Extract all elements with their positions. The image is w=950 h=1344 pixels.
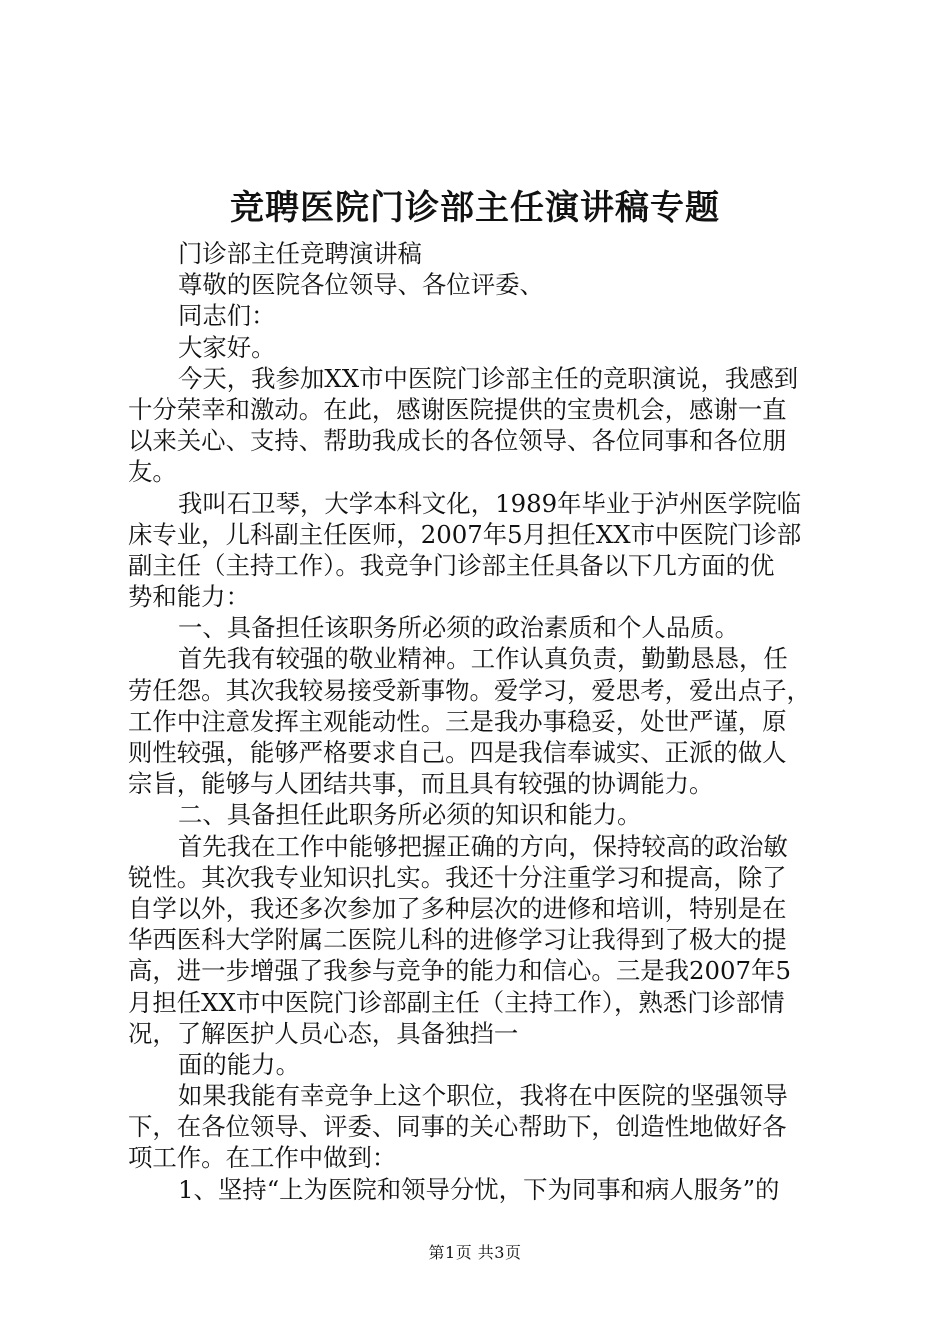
document-body <box>128 238 832 1205</box>
body-line: 如果我能有幸竞争上这个职位，我将在中医院的坚强领导 <box>178 1081 788 1111</box>
body-line: 况，了解医护人员心态，具备独挡一 <box>128 1018 519 1048</box>
body-line: 则性较强，能够严格要求自己。四是我信奉诚实、正派的做人 <box>128 738 787 767</box>
body-line: 宗旨，能够与人团结共事，而且具有较强的协调能力。 <box>128 769 714 799</box>
body-line: 锐性。其次我专业知识扎实。我还十分注重学习和提高，除了 <box>128 862 787 892</box>
body-line: 工作中注意发挥主观能动性。三是我办事稳妥，处世严谨，原 <box>128 706 787 736</box>
body-line: 尊敬的医院各位领导、各位评委、 <box>178 270 544 300</box>
document-title: 竞聘医院门诊部主任演讲稿专题 <box>230 188 720 228</box>
page-number-footer: 第1页 共3页 <box>428 1243 522 1262</box>
body-line: 华西医科大学附属二医院儿科的进修学习让我得到了极大的提 <box>128 925 787 955</box>
body-line: 以来关心、支持、帮助我成长的各位领导、各位同事和各位朋 <box>128 426 787 456</box>
body-line: 大家好。 <box>178 332 276 362</box>
body-line: 十分荣幸和激动。在此，感谢医院提供的宝贵机会，感谢一直 <box>128 394 787 424</box>
body-line: 同志们： <box>178 301 276 331</box>
body-line: 势和能力： <box>128 582 250 612</box>
body-line: 副主任（主持工作）。我竞争门诊部主任具备以下几方面的优 <box>128 550 775 580</box>
body-line: 首先我在工作中能够把握正确的方向，保持较高的政治敏 <box>178 831 788 861</box>
body-line: 高，进一步增强了我参与竞争的能力和信心。三是我2007年5 <box>128 956 791 986</box>
body-line: 劳任怨。其次我较易接受新事物。爱学习，爱思考，爱出点子， <box>128 675 811 705</box>
body-line: 二、具备担任此职务所必须的知识和能力。 <box>178 800 642 830</box>
body-line: 首先我有较强的敬业精神。工作认真负责，勤勤恳恳，任 <box>178 644 788 674</box>
body-line: 面的能力。 <box>178 1049 300 1079</box>
body-line: 友。 <box>128 457 177 487</box>
body-line: 今天，我参加XX市中医院门诊部主任的竞职演说，我感到 <box>178 363 799 393</box>
body-line: 项工作。在工作中做到： <box>128 1143 397 1173</box>
body-line: 床专业，儿科副主任医师，2007年5月担任XX市中医院门诊部 <box>128 519 802 549</box>
body-line: 1、坚持“上为医院和领导分忧，下为同事和病人服务”的 <box>178 1174 780 1204</box>
body-line: 自学以外，我还多次参加了多种层次的进修和培训，特别是在 <box>128 893 787 923</box>
body-line: 我叫石卫琴，大学本科文化，1989年毕业于泸州医学院临 <box>178 488 802 518</box>
body-line: 下，在各位领导、评委、同事的关心帮助下，创造性地做好各 <box>128 1112 787 1142</box>
body-line: 月担任XX市中医院门诊部副主任（主持工作），熟悉门诊部情 <box>128 987 785 1017</box>
body-line: 门诊部主任竞聘演讲稿 <box>178 239 422 268</box>
body-line: 一、具备担任该职务所必须的政治素质和个人品质。 <box>178 613 739 643</box>
